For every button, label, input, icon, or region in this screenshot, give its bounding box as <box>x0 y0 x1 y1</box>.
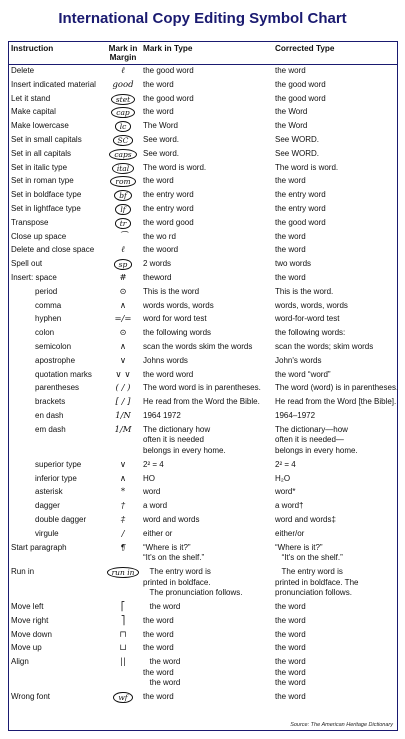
instruction-cell: Insert: space <box>11 273 57 282</box>
margin-mark-cell <box>105 259 141 271</box>
instruction-cell: Start paragraph <box>11 542 67 552</box>
table-row <box>9 176 397 190</box>
margin-mark: ⊙ <box>119 286 127 297</box>
margin-mark: ⁀ <box>119 231 127 242</box>
margin-mark-cell <box>105 411 141 422</box>
mark-in-type-cell: the word <box>143 107 174 117</box>
corrected-type-cell: the word <box>275 615 306 625</box>
corrected-type-cell: John's words <box>275 355 322 365</box>
margin-mark: run in <box>107 567 140 578</box>
mark-in-type-cell: The dictionary how often it is needed belongs in every home. <box>143 424 226 455</box>
margin-mark: caps <box>109 149 136 160</box>
margin-mark-cell <box>105 245 141 256</box>
instruction-cell: Move right <box>11 615 49 625</box>
table-row <box>9 135 397 149</box>
instruction-cell: Make lowercase <box>11 121 69 131</box>
mark-in-type-cell: the woord <box>143 245 179 255</box>
table-row <box>9 301 397 315</box>
margin-mark-cell <box>105 630 141 641</box>
mark-in-type-cell: The word is word. <box>143 162 207 172</box>
mark-in-type-cell: 2² = 4 <box>143 459 164 469</box>
mark-in-type-cell: the word <box>143 79 174 89</box>
source-note: Source: The American Heritage Dictionary <box>290 722 393 728</box>
margin-mark-cell <box>105 328 141 339</box>
corrected-type-cell: “Where is it?” “It's on the shelf.” <box>275 542 343 563</box>
table-row <box>9 501 397 515</box>
table-row <box>9 190 397 204</box>
instruction-cell: colon <box>35 328 55 338</box>
mark-in-type-cell: theword <box>143 273 172 282</box>
margin-mark-cell <box>105 135 141 147</box>
margin-mark: stet <box>111 94 135 105</box>
mark-in-type-cell: the wo rd <box>143 231 176 241</box>
margin-mark-cell <box>105 515 141 526</box>
table-row <box>9 474 397 488</box>
table-row <box>9 273 397 287</box>
margin-mark-cell <box>105 692 141 704</box>
margin-mark: ⊓ <box>119 629 127 640</box>
corrected-type-cell: He read from the Word [the Bible]. <box>275 397 397 407</box>
margin-mark-cell <box>105 370 141 381</box>
instruction-cell: Align <box>11 657 29 667</box>
margin-mark-cell <box>105 232 141 243</box>
margin-mark: ‡ <box>120 515 126 525</box>
table-row <box>9 515 397 529</box>
table-row <box>9 80 397 94</box>
mark-in-type-cell: See word. <box>143 135 180 144</box>
mark-in-type-cell: the word <box>143 615 174 625</box>
margin-mark: SC <box>113 135 134 146</box>
table-row <box>9 370 397 384</box>
mark-in-type-cell: the entry word <box>143 204 194 213</box>
table-row <box>9 66 397 80</box>
mark-in-type-cell: the word <box>143 602 181 611</box>
instruction-cell: Let it stand <box>11 93 51 103</box>
table-row <box>9 692 397 706</box>
corrected-type-cell: the word <box>275 231 306 241</box>
instruction-cell: superior type <box>35 459 82 469</box>
mark-in-type-cell: The entry word is printed in boldface. The pronunciation follows. <box>143 567 243 598</box>
table-row <box>9 529 397 543</box>
instruction-cell: period <box>35 286 58 296</box>
header-mark-in-margin: Mark in Margin <box>108 44 138 62</box>
corrected-type-cell: the following words: <box>275 328 346 338</box>
corrected-type-cell: See WORD. <box>275 135 320 144</box>
margin-mark: / <box>121 528 125 539</box>
table-row <box>9 567 397 602</box>
mark-in-type-cell: the entry word <box>143 190 194 200</box>
margin-mark-cell <box>105 474 141 485</box>
instruction-cell: Delete and close space <box>11 245 95 255</box>
mark-in-type-cell: the word word <box>143 369 194 379</box>
mark-in-type-cell: word <box>143 487 161 497</box>
table-row <box>9 163 397 177</box>
corrected-type-cell: the good word <box>275 93 326 103</box>
mark-in-type-cell: HO <box>143 473 155 483</box>
margin-mark: ⊙ <box>119 328 127 339</box>
margin-mark-cell <box>105 657 141 668</box>
table-row <box>9 94 397 108</box>
table-row <box>9 121 397 135</box>
instruction-cell: Move down <box>11 629 52 639</box>
margin-mark: wf <box>113 692 132 703</box>
margin-mark-cell <box>105 107 141 119</box>
margin-mark-cell <box>105 643 141 654</box>
table-row <box>9 460 397 474</box>
margin-mark: rom <box>110 176 135 187</box>
header-mark-in-type: Mark in Type <box>143 44 193 53</box>
instruction-cell: Transpose <box>11 217 49 227</box>
instruction-cell: en dash <box>35 411 64 420</box>
mark-in-type-cell: the word the word the word <box>143 657 181 688</box>
margin-mark-cell <box>105 204 141 216</box>
mark-in-type-cell: word and words <box>143 515 200 524</box>
table-row <box>9 149 397 163</box>
margin-mark: ∨ ∨ <box>115 369 131 380</box>
instruction-cell: dagger <box>35 501 60 511</box>
margin-mark-cell <box>105 342 141 353</box>
table-row <box>9 356 397 370</box>
table-row <box>9 259 397 273</box>
margin-mark-cell <box>105 567 141 579</box>
table-row <box>9 328 397 342</box>
instruction-cell: apostrophe <box>35 355 76 365</box>
instruction-cell: Move up <box>11 643 42 653</box>
margin-mark: ⊔ <box>119 643 127 654</box>
corrected-type-cell: The word is word. <box>275 162 339 172</box>
instruction-cell: brackets <box>35 397 66 407</box>
mark-in-type-cell: the following words <box>143 328 212 338</box>
corrected-type-cell: the word “word” <box>275 369 331 379</box>
table-row <box>9 342 397 356</box>
mark-in-type-cell: the word <box>143 643 174 653</box>
table-row <box>9 630 397 644</box>
instruction-cell: Close up space <box>11 231 67 241</box>
corrected-type-cell: a word† <box>275 501 304 511</box>
mark-in-type-cell: 2 words <box>143 259 172 269</box>
instruction-cell: asterisk <box>35 487 63 497</box>
table-row <box>9 245 397 259</box>
table-row <box>9 383 397 397</box>
mark-in-type-cell: the word good <box>143 217 194 227</box>
margin-mark-cell <box>105 190 141 202</box>
margin-mark-cell <box>105 397 141 408</box>
margin-mark: ⎤ <box>120 615 126 626</box>
margin-mark: ¶ <box>120 542 126 553</box>
corrected-type-cell: The word (word) is in parentheses. <box>275 383 399 393</box>
corrected-type-cell: the word the word the word <box>275 657 306 688</box>
instruction-cell: Delete <box>11 66 35 75</box>
mark-in-type-cell: the word <box>143 692 174 702</box>
margin-mark: [ / ] <box>115 397 131 408</box>
corrected-type-cell: the Word <box>275 121 308 131</box>
mark-in-type-cell: Johns words <box>143 355 188 365</box>
table-row <box>9 411 397 425</box>
margin-mark: ℓ <box>121 245 125 256</box>
margin-mark: † <box>120 501 126 512</box>
table-row <box>9 543 397 567</box>
mark-in-type-cell: either or <box>143 528 173 538</box>
margin-mark-cell <box>105 176 141 188</box>
margin-mark: good <box>112 79 134 90</box>
corrected-type-cell: two words <box>275 259 312 269</box>
corrected-type-cell: the entry word <box>275 190 326 200</box>
mark-in-type-cell: a word <box>143 501 168 511</box>
instruction-cell: Set in small capitals <box>11 135 82 144</box>
margin-mark-cell <box>105 163 141 175</box>
margin-mark: ital <box>112 163 134 174</box>
mark-in-type-cell: See word. <box>143 148 180 158</box>
margin-mark: ∨ <box>119 459 127 470</box>
corrected-type-cell: H₂O <box>275 473 291 483</box>
instruction-cell: hyphen <box>35 314 62 324</box>
margin-mark-cell <box>105 383 141 394</box>
margin-mark: 1/M <box>114 424 132 435</box>
mark-in-type-cell: words words, words <box>143 300 214 310</box>
margin-mark-cell <box>105 501 141 512</box>
corrected-type-cell: the word <box>275 602 306 611</box>
margin-mark: ∧ <box>119 300 127 311</box>
margin-mark-cell <box>105 460 141 471</box>
page-title: International Copy Editing Symbol Chart <box>58 10 347 27</box>
corrected-type-cell: the word <box>275 643 306 653</box>
margin-mark-cell <box>105 301 141 312</box>
corrected-type-cell: word* <box>275 487 296 497</box>
margin-mark: * <box>120 487 126 498</box>
header-corrected-type: Corrected Type <box>275 44 335 53</box>
corrected-type-cell: the word <box>275 176 306 186</box>
corrected-type-cell: word-for-word test <box>275 314 340 324</box>
corrected-type-cell: The entry word is printed in boldface. The pronunciation follows. <box>275 567 359 598</box>
corrected-type-cell: 2² = 4 <box>275 459 296 469</box>
table-row <box>9 657 397 692</box>
corrected-type-cell: the good word <box>275 217 326 227</box>
instruction-cell: Set in italic type <box>11 162 68 172</box>
mark-in-type-cell: scan the words skim the words <box>143 342 253 351</box>
table-header <box>9 42 397 65</box>
margin-mark: bf <box>114 190 132 201</box>
mark-in-type-cell: 1964 1972 <box>143 411 181 420</box>
mark-in-type-cell: The Word <box>143 121 178 131</box>
margin-mark: lc <box>115 121 132 132</box>
margin-mark-cell <box>105 80 141 91</box>
instruction-cell: parentheses <box>35 383 80 393</box>
corrected-type-cell: 1964–1972 <box>275 411 316 420</box>
margin-mark: cap <box>111 107 134 118</box>
margin-mark: ℓ <box>121 66 125 76</box>
table-row <box>9 107 397 121</box>
table-row <box>9 232 397 246</box>
corrected-type-cell: word and words‡ <box>275 515 336 524</box>
corrected-type-cell: the good word <box>275 79 326 89</box>
corrected-type-cell: words, words, words <box>275 300 348 310</box>
margin-mark-cell <box>105 121 141 133</box>
table-row <box>9 602 397 616</box>
margin-mark-cell <box>105 287 141 298</box>
instruction-cell: Make capital <box>11 107 56 117</box>
margin-mark-cell <box>105 314 141 325</box>
margin-mark-cell <box>105 529 141 540</box>
margin-mark-cell <box>105 218 141 230</box>
instruction-cell: Wrong font <box>11 692 50 702</box>
mark-in-type-cell: the word <box>143 629 174 639</box>
instruction-cell: Insert indicated material <box>11 79 96 89</box>
instruction-cell: em dash <box>35 424 66 434</box>
margin-mark: sp <box>114 259 133 270</box>
margin-mark-cell <box>105 66 141 77</box>
mark-in-type-cell: the good word <box>143 66 194 75</box>
margin-mark: || <box>120 657 126 668</box>
table-row <box>9 287 397 301</box>
mark-in-type-cell: This is the word <box>143 286 200 296</box>
margin-mark: tr <box>115 218 132 229</box>
corrected-type-cell: the word <box>275 692 306 702</box>
instruction-cell: double dagger <box>35 515 87 524</box>
margin-mark-cell <box>105 149 141 161</box>
margin-mark-cell <box>105 273 141 284</box>
table-row <box>9 616 397 630</box>
instruction-cell: Move left <box>11 602 44 611</box>
margin-mark: ⎡ <box>120 602 126 612</box>
corrected-type-cell: the Word <box>275 107 308 117</box>
instruction-cell: inferior type <box>35 473 77 483</box>
margin-mark: ∧ <box>119 473 127 484</box>
table-row <box>9 487 397 501</box>
corrected-type-cell: the entry word <box>275 204 326 213</box>
margin-mark: 1/N <box>115 411 131 421</box>
margin-mark-cell <box>105 94 141 106</box>
instruction-cell: semicolon <box>35 342 72 351</box>
corrected-type-cell: the word <box>275 245 306 255</box>
instruction-cell: Set in lightface type <box>11 204 81 213</box>
margin-mark: ∨ <box>119 355 127 366</box>
corrected-type-cell: the word <box>275 629 306 639</box>
table-row <box>9 204 397 218</box>
corrected-type-cell: This is the word. <box>275 286 334 296</box>
table-row <box>9 314 397 328</box>
instruction-cell: quotation marks <box>35 369 92 379</box>
instruction-cell: Spell out <box>11 259 43 269</box>
mark-in-type-cell: the word <box>143 176 174 186</box>
table-row <box>9 397 397 411</box>
instruction-cell: Run in <box>11 567 35 576</box>
margin-mark-cell <box>105 543 141 554</box>
mark-in-type-cell: The word word is in parentheses. <box>143 383 261 393</box>
corrected-type-cell: the word <box>275 273 306 282</box>
margin-mark: # <box>119 273 127 283</box>
corrected-type-cell: scan the words; skim words <box>275 342 374 351</box>
corrected-type-cell: the word <box>275 66 306 75</box>
corrected-type-cell: The dictionary—how often it is needed— belongs in every home. <box>275 424 358 455</box>
mark-in-type-cell: He read from the Word the Bible. <box>143 397 260 407</box>
margin-mark-cell <box>105 425 141 436</box>
table-row <box>9 425 397 460</box>
corrected-type-cell: See WORD. <box>275 148 320 158</box>
instruction-cell: Set in boldface type <box>11 190 82 200</box>
instruction-cell: Set in all capitals <box>11 148 72 158</box>
corrected-type-cell: either/or <box>275 528 305 538</box>
margin-mark: ∧ <box>119 342 127 352</box>
header-instruction: Instruction <box>11 44 54 53</box>
margin-mark-cell <box>105 602 141 613</box>
margin-mark: lf <box>115 204 130 215</box>
instruction-cell: comma <box>35 300 62 310</box>
instruction-cell: virgule <box>35 528 59 538</box>
mark-in-type-cell: the good word <box>143 93 194 103</box>
mark-in-type-cell: “Where is it?” “It's on the shelf.” <box>143 542 205 563</box>
margin-mark-cell <box>105 616 141 627</box>
margin-mark: ( / ) <box>115 383 131 394</box>
table-row <box>9 218 397 232</box>
mark-in-type-cell: word for word test <box>143 314 207 324</box>
margin-mark-cell <box>105 487 141 498</box>
table-row <box>9 643 397 657</box>
margin-mark-cell <box>105 356 141 367</box>
symbol-table <box>8 41 398 731</box>
margin-mark: =/= <box>114 314 132 325</box>
instruction-cell: Set in roman type <box>11 176 74 186</box>
